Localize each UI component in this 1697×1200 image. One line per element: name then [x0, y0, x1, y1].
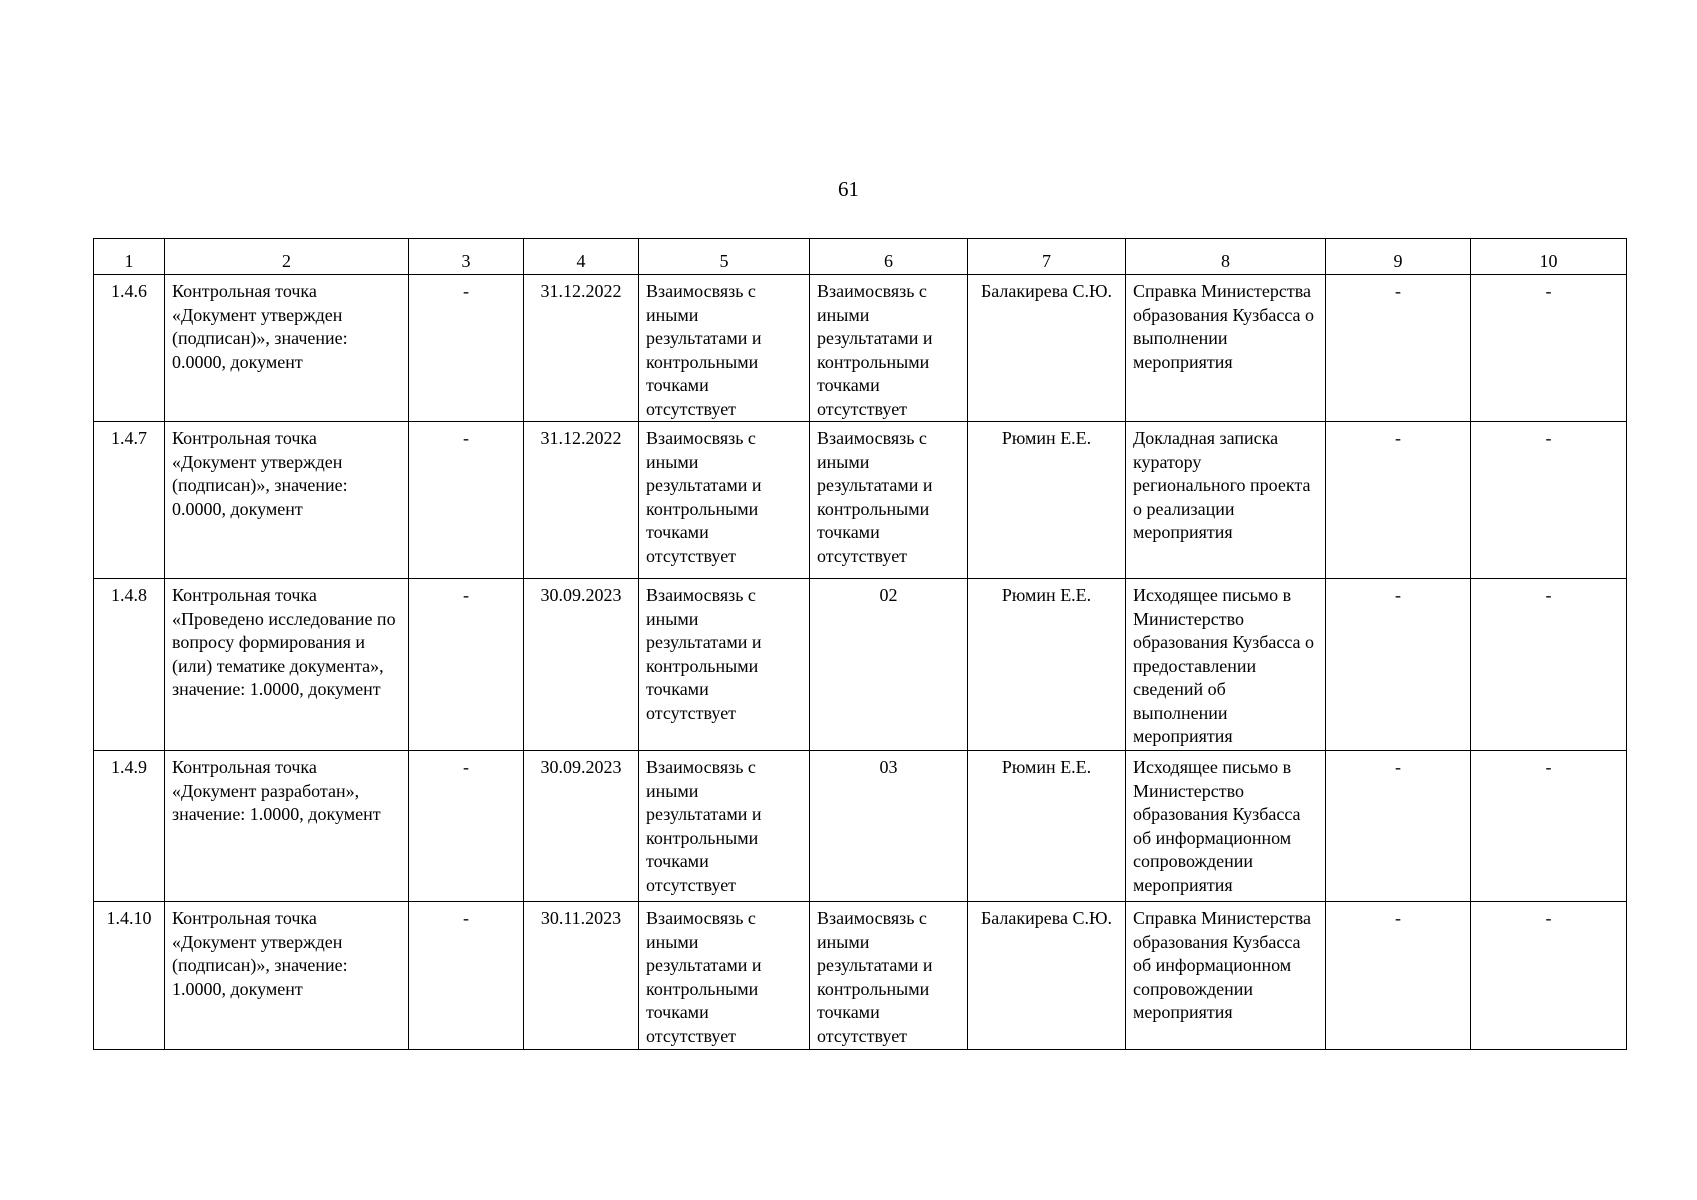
- relation-cell: Взаимосвязь с иными результатами и контрольными точками отсутствует: [639, 902, 810, 1050]
- column-number-7: 7: [968, 239, 1126, 275]
- column-10-cell: -: [1471, 579, 1627, 751]
- relation-cell: Взаимосвязь с иными результатами и контрольными точками отсутствует: [639, 275, 810, 422]
- document-cell: Справка Министерства образования Кузбасса об информационном сопровождении мероприятия: [1126, 902, 1326, 1050]
- relation-2-cell: 03: [810, 751, 968, 902]
- column-3-cell: -: [409, 275, 524, 422]
- column-number-1: 1: [94, 239, 165, 275]
- responsible-cell: Рюмин Е.Е.: [968, 579, 1126, 751]
- table-row: [94, 422, 1627, 579]
- column-3-cell: -: [409, 902, 524, 1050]
- page-number: 61: [838, 177, 859, 201]
- control-point-cell: Контрольная точка «Проведено исследование по вопросу формирования и (или) тематике документа», значение: 1.0000, документ: [165, 579, 409, 751]
- column-number-2: 2: [165, 239, 409, 275]
- column-10-cell: -: [1471, 422, 1627, 579]
- document-cell: Исходящее письмо в Министерство образования Кузбасса об информационном сопровождении мероприятия: [1126, 751, 1326, 902]
- relation-2-cell: Взаимосвязь с иными результатами и контрольными точками отсутствует: [810, 422, 968, 579]
- column-3-cell: -: [409, 751, 524, 902]
- relation-cell: Взаимосвязь с иными результатами и контрольными точками отсутствует: [639, 422, 810, 579]
- column-number-3: 3: [409, 239, 524, 275]
- date-cell: 31.12.2022: [524, 275, 639, 422]
- responsible-cell: Балакирева С.Ю.: [968, 902, 1126, 1050]
- date-cell: 30.11.2023: [524, 902, 639, 1050]
- column-9-cell: -: [1326, 579, 1471, 751]
- control-points-table: [93, 238, 1627, 1050]
- column-9-cell: -: [1326, 751, 1471, 902]
- column-10-cell: -: [1471, 902, 1627, 1050]
- column-3-cell: -: [409, 422, 524, 579]
- control-point-cell: Контрольная точка «Документ утвержден (подписан)», значение: 1.0000, документ: [165, 902, 409, 1050]
- column-number-10: 10: [1471, 239, 1627, 275]
- column-numbers-row: [94, 239, 1627, 275]
- date-cell: 31.12.2022: [524, 422, 639, 579]
- responsible-cell: Рюмин Е.Е.: [968, 422, 1126, 579]
- column-10-cell: -: [1471, 751, 1627, 902]
- table-row: [94, 751, 1627, 902]
- column-number-4: 4: [524, 239, 639, 275]
- column-number-6: 6: [810, 239, 968, 275]
- control-point-cell: Контрольная точка «Документ разработан», значение: 1.0000, документ: [165, 751, 409, 902]
- table-body: [94, 239, 1627, 1050]
- responsible-cell: Рюмин Е.Е.: [968, 751, 1126, 902]
- column-9-cell: -: [1326, 422, 1471, 579]
- column-number-8: 8: [1126, 239, 1326, 275]
- relation-2-cell: Взаимосвязь с иными результатами и контрольными точками отсутствует: [810, 275, 968, 422]
- control-point-cell: Контрольная точка «Документ утвержден (подписан)», значение: 0.0000, документ: [165, 422, 409, 579]
- date-cell: 30.09.2023: [524, 579, 639, 751]
- relation-cell: Взаимосвязь с иными результатами и контрольными точками отсутствует: [639, 579, 810, 751]
- row-number-cell: 1.4.8: [94, 579, 165, 751]
- row-number-cell: 1.4.6: [94, 275, 165, 422]
- column-number-9: 9: [1326, 239, 1471, 275]
- column-10-cell: -: [1471, 275, 1627, 422]
- relation-2-cell: 02: [810, 579, 968, 751]
- row-number-cell: 1.4.10: [94, 902, 165, 1050]
- column-3-cell: -: [409, 579, 524, 751]
- row-number-cell: 1.4.9: [94, 751, 165, 902]
- responsible-cell: Балакирева С.Ю.: [968, 275, 1126, 422]
- relation-2-cell: Взаимосвязь с иными результатами и контрольными точками отсутствует: [810, 902, 968, 1050]
- relation-cell: Взаимосвязь с иными результатами и контрольными точками отсутствует: [639, 751, 810, 902]
- column-9-cell: -: [1326, 902, 1471, 1050]
- document-cell: Исходящее письмо в Министерство образования Кузбасса о предоставлении сведений об выполнении мероприятия: [1126, 579, 1326, 751]
- control-point-cell: Контрольная точка «Документ утвержден (подписан)», значение: 0.0000, документ: [165, 275, 409, 422]
- document-cell: Справка Министерства образования Кузбасса о выполнении мероприятия: [1126, 275, 1326, 422]
- row-number-cell: 1.4.7: [94, 422, 165, 579]
- table-row: [94, 275, 1627, 422]
- column-number-5: 5: [639, 239, 810, 275]
- document-cell: Докладная записка куратору регионального проекта о реализации мероприятия: [1126, 422, 1326, 579]
- table-row: [94, 902, 1627, 1050]
- table-row: [94, 579, 1627, 751]
- column-9-cell: -: [1326, 275, 1471, 422]
- date-cell: 30.09.2023: [524, 751, 639, 902]
